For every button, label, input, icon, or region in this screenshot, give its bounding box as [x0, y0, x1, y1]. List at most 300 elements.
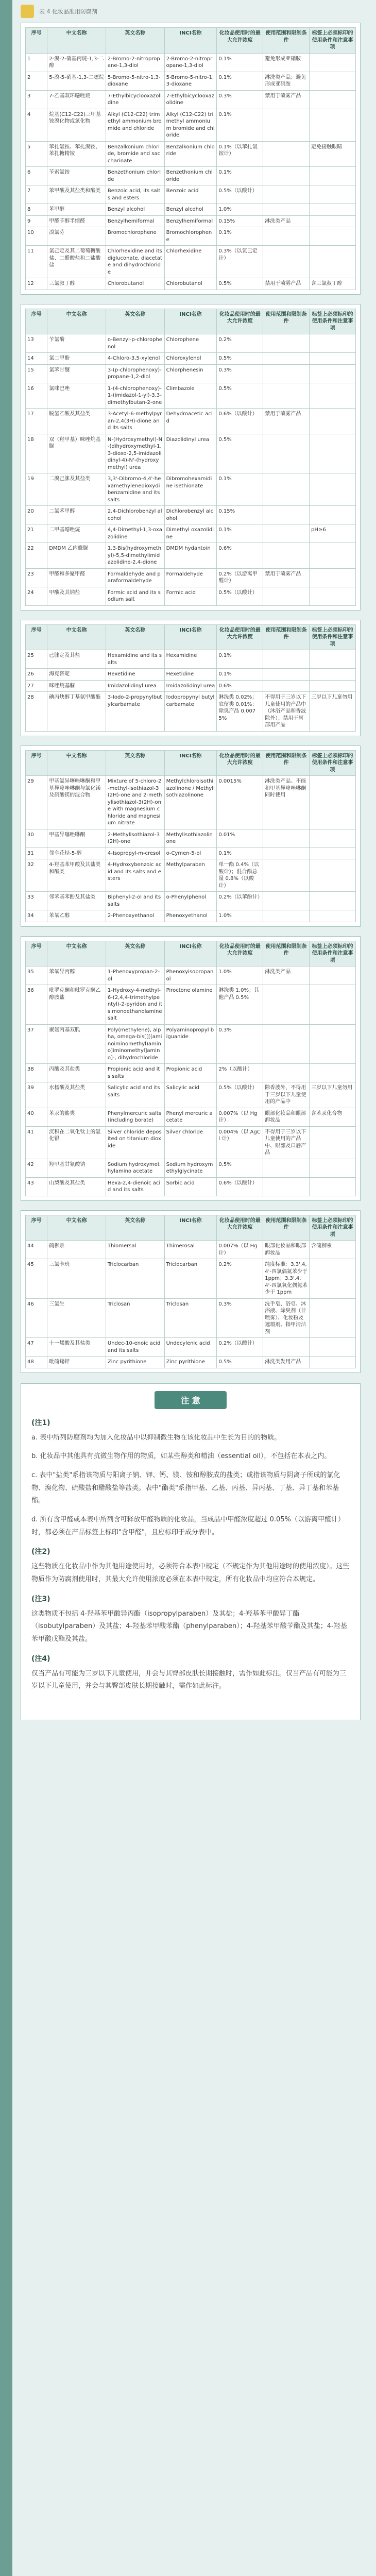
- table-cell: Chlorphenesin: [164, 364, 217, 383]
- table-cell: Diazolidinyl urea: [164, 434, 217, 473]
- table-row: [26, 1177, 356, 1196]
- table-panel: [21, 1210, 361, 1373]
- table-cell: 17: [26, 409, 47, 434]
- preservative-table: [25, 1215, 356, 1368]
- table-cell: 淋洗类产品；避免形成亚硝胺: [263, 72, 310, 90]
- table-row: [26, 892, 356, 910]
- table-row: [26, 910, 356, 922]
- table-cell: 禁用于喷雾产品: [263, 568, 310, 587]
- content: [21, 0, 361, 1720]
- table-cell: 咪唑烷基脲: [47, 680, 106, 692]
- table-cell: Hexamidine: [164, 650, 217, 669]
- table-cell: Formic acid and its sodium salt: [106, 587, 164, 605]
- table-cell: 甲醛和多聚甲醛: [47, 568, 106, 587]
- table-row: [26, 167, 356, 185]
- page-header: [21, 0, 361, 23]
- table-cell: Bromochlorophene: [164, 227, 217, 246]
- table-cell: 0.5%: [217, 278, 263, 290]
- column-header: 英文名称: [106, 28, 164, 54]
- table-cell: [310, 1259, 356, 1299]
- table-cell: 2,4-Dichlorobenzyl alcohol: [106, 506, 164, 524]
- table-cell: [310, 892, 356, 910]
- table-cell: Phenyl mercuric acetate: [164, 1108, 217, 1126]
- table-cell: 7-Ethylbicyclooxazolidine: [164, 90, 217, 109]
- column-header: 序号: [26, 750, 47, 776]
- table-cell: [263, 1177, 310, 1196]
- table-cell: 淋洗类产品: [263, 967, 310, 985]
- table-cell: 0.3%: [217, 1298, 263, 1338]
- table-cell: 1,3-Bis(hydroxymethyl)-5,5-dimethylimidazolidine-2,4-dione: [106, 543, 164, 569]
- page-title: 表 4 化妆品准用防腐剂: [39, 8, 97, 15]
- table-cell: 0.5%: [217, 1159, 263, 1177]
- column-header: 序号: [26, 28, 47, 54]
- table-cell: 苄氯酚: [47, 334, 106, 353]
- column-header: 中文名称: [47, 624, 106, 650]
- table-cell: [263, 669, 310, 681]
- table-cell: 0.5%（以酸计）: [217, 185, 263, 204]
- table-cell: 23: [26, 568, 47, 587]
- column-header: 标签上必须标印的使用条件和注意事项: [310, 941, 356, 967]
- table-cell: [310, 185, 356, 204]
- table-cell: Chlorhexidine and its digluconate, diacetate and dihydrochloride: [106, 246, 164, 278]
- column-header: INCI名称: [164, 941, 217, 967]
- table-cell: Thimerosal: [164, 1241, 217, 1259]
- table-cell: 0.5%（以酸计）: [217, 587, 263, 605]
- column-header: INCI名称: [164, 1215, 217, 1241]
- table-cell: 37: [26, 1024, 47, 1064]
- table-cell: 12: [26, 278, 47, 290]
- table-cell: [263, 167, 310, 185]
- table-cell: Phenoxyethanol: [164, 910, 217, 922]
- table-row: [26, 1241, 356, 1259]
- table-cell: 0.1%: [217, 473, 263, 506]
- table-cell: [310, 587, 356, 605]
- table-cell: 1-(4-chlorophenoxy)-1-(imidazol-1-yl)-3,3-dimethylbutan-2-one: [106, 383, 164, 409]
- table-row: [26, 1298, 356, 1338]
- table-row: [26, 334, 356, 353]
- preservative-table: [25, 27, 356, 290]
- table-cell: Triclocarban: [106, 1259, 164, 1299]
- table-row: [26, 669, 356, 681]
- table-cell: 三岁以下儿童勿用: [310, 692, 356, 732]
- table-cell: [263, 1024, 310, 1064]
- table-row: [26, 776, 356, 829]
- table-row: [26, 1082, 356, 1108]
- table-cell: 0.3%: [217, 364, 263, 383]
- table-row: [26, 1024, 356, 1064]
- table-row: [26, 1357, 356, 1368]
- table-cell: [310, 227, 356, 246]
- table-cell: Hexa-2,4-dienoic acid and its salts: [106, 1177, 164, 1196]
- table-cell: Salicylic acid and its salts: [106, 1082, 164, 1108]
- table-cell: [263, 364, 310, 383]
- table-cell: 22: [26, 543, 47, 569]
- table-cell: 15: [26, 364, 47, 383]
- table-cell: 0.007%（以 Hg 计）: [217, 1108, 263, 1126]
- column-header: 标签上必须标印的使用条件和注意事项: [310, 1215, 356, 1241]
- table-cell: [310, 1159, 356, 1177]
- table-panel: [21, 936, 361, 1201]
- table-cell: [310, 829, 356, 848]
- column-header: 中文名称: [47, 28, 106, 54]
- table-cell: [310, 334, 356, 353]
- table-cell: Benzylhemiformal: [106, 215, 164, 227]
- table-cell: 禁用于喷雾产品: [263, 409, 310, 434]
- table-row: [26, 1064, 356, 1082]
- table-cell: [310, 90, 356, 109]
- table-cell: 禁用于喷雾产品: [263, 90, 310, 109]
- column-header: 使用范围和限制条件: [263, 28, 310, 54]
- table-row: [26, 524, 356, 543]
- table-cell: 邻伞花烃-5-醇: [47, 848, 106, 859]
- table-row: [26, 1126, 356, 1159]
- table-cell: Climbazole: [164, 383, 217, 409]
- table-cell: [310, 167, 356, 185]
- table-cell: Zinc pyrithione: [106, 1357, 164, 1368]
- table-cell: 28: [26, 692, 47, 732]
- table-cell: 2-溴-2-硝基丙烷-1,3-二醇: [47, 53, 106, 72]
- table-row: [26, 383, 356, 409]
- table-row: [26, 1108, 356, 1126]
- table-cell: 二氯苯甲醇: [47, 506, 106, 524]
- table-row: [26, 246, 356, 278]
- table-cell: 海克替啶: [47, 669, 106, 681]
- table-cell: pH≥6: [310, 524, 356, 543]
- table-cell: 二溴己脒及其盐类: [47, 473, 106, 506]
- table-cell: 0.3%: [217, 90, 263, 109]
- table-cell: 9: [26, 215, 47, 227]
- column-header: 标签上必须标印的使用条件和注意事项: [310, 28, 356, 54]
- table-cell: [310, 776, 356, 829]
- table-cell: 1.0%: [217, 204, 263, 216]
- table-cell: 25: [26, 650, 47, 669]
- table-cell: [263, 204, 310, 216]
- table-cell: [310, 1357, 356, 1368]
- note-heading: (注3): [31, 1595, 50, 1603]
- table-cell: 苯甲酸及其盐类和酯类: [47, 185, 106, 204]
- table-cell: 7: [26, 185, 47, 204]
- table-cell: 0.3%（以氯己定计）: [217, 246, 263, 278]
- table-cell: Iodopropynyl butylcarbamate: [164, 692, 217, 732]
- table-cell: 0.2%（以游离甲醛计）: [217, 568, 263, 587]
- table-cell: [263, 353, 310, 365]
- table-cell: 34: [26, 910, 47, 922]
- column-header: 中文名称: [47, 750, 106, 776]
- table-cell: 羟甲基甘氨酸钠: [47, 1159, 106, 1177]
- table-cell: 0.5%: [217, 353, 263, 365]
- table-cell: 4-羟基苯甲酸及其盐类和酯类: [47, 859, 106, 892]
- table-cell: [310, 1024, 356, 1064]
- table-cell: 避免接触眼睛: [310, 141, 356, 167]
- table-cell: [310, 473, 356, 506]
- table-cell: [310, 680, 356, 692]
- table-cell: 32: [26, 859, 47, 892]
- table-cell: o-Benzyl-p-chlorophenol: [106, 334, 164, 353]
- table-cell: [263, 829, 310, 848]
- table-row: [26, 859, 356, 892]
- table-cell: [310, 72, 356, 90]
- table-cell: 40: [26, 1108, 47, 1126]
- table-cell: 邻苯基苯酚及其盐类: [47, 892, 106, 910]
- table-cell: [263, 587, 310, 605]
- table-cell: Formic acid: [164, 587, 217, 605]
- table-cell: Benzethonium chloride: [106, 167, 164, 185]
- table-cell: [310, 1298, 356, 1338]
- table-cell: [310, 215, 356, 227]
- table-cell: DMDM hydantoin: [164, 543, 217, 569]
- table-cell: 不得用于三岁以下儿童使用的产品中（沐浴产品和香波除外）；禁用于唇部用产品: [263, 692, 310, 732]
- table-row: [26, 506, 356, 524]
- table-cell: 0.1%: [217, 650, 263, 669]
- table-row: [26, 543, 356, 569]
- table-cell: 0.5%（以酸计）: [217, 1082, 263, 1108]
- table-cell: 24: [26, 587, 47, 605]
- table-cell: 5-Bromo-5-nitro-1,3-dioxane: [164, 72, 217, 90]
- table-cell: 13: [26, 334, 47, 353]
- column-header: 中文名称: [47, 941, 106, 967]
- table-cell: [263, 524, 310, 543]
- table-cell: 0.2%: [217, 1259, 263, 1299]
- table-header-row: [26, 28, 356, 54]
- table-row: [26, 90, 356, 109]
- table-cell: 三氯叔丁醇: [47, 278, 106, 290]
- table-cell: 0.5%: [217, 383, 263, 409]
- table-cell: 11: [26, 246, 47, 278]
- table-cell: 46: [26, 1298, 47, 1338]
- table-cell: Propionic acid: [164, 1064, 217, 1082]
- table-cell: o-Phenylphenol: [164, 892, 217, 910]
- table-cell: [310, 353, 356, 365]
- table-cell: Salicylic acid: [164, 1082, 217, 1108]
- side-decoration-bar: [0, 0, 12, 2576]
- table-cell: 2-Bromo-2-nitropropane-1,3-diol: [106, 53, 164, 72]
- table-cell: [263, 506, 310, 524]
- table-cell: 30: [26, 829, 47, 848]
- table-cell: 苯氧乙醇: [47, 910, 106, 922]
- table-cell: 甲基异噻唑啉酮: [47, 829, 106, 848]
- table-cell: Benzalkonium chloride, bromide and saccharinate: [106, 141, 164, 167]
- table-cell: 1.0%: [217, 910, 263, 922]
- table-cell: Alkyl (C12-C22) trimethyl ammonium bromide and chloride: [164, 109, 217, 141]
- table-cell: [263, 473, 310, 506]
- table-cell: 1-Phenoxypropan-2-ol: [106, 967, 164, 985]
- table-cell: [310, 848, 356, 859]
- table-cell: 0.2%（以苯酚计）: [217, 892, 263, 910]
- table-cell: 45: [26, 1259, 47, 1299]
- table-cell: N-(Hydroxymethyl)-N-(dihydroxymethyl-1,3-dioxo-2,5-imidazolidinyl-4)-N'-(hydroxymethyl) urea: [106, 434, 164, 473]
- table-cell: Silver chloride: [164, 1126, 217, 1159]
- table-panel: [21, 745, 361, 927]
- table-row: [26, 985, 356, 1025]
- logo-icon: [21, 5, 34, 18]
- table-cell: [310, 985, 356, 1025]
- table-cell: [310, 204, 356, 216]
- table-cell: Benzyl alcohol: [164, 204, 217, 216]
- table-row: [26, 72, 356, 90]
- table-cell: 19: [26, 473, 47, 506]
- table-cell: Hexamidine and its salts: [106, 650, 164, 669]
- table-cell: 水杨酸及其盐类: [47, 1082, 106, 1108]
- table-cell: 淋洗类 0.02%；驻留类 0.01%；除臭产品 0.0075%: [217, 692, 263, 732]
- column-header: 化妆品使用时的最大允许浓度: [217, 309, 263, 334]
- column-header: 使用范围和限制条件: [263, 1215, 310, 1241]
- table-cell: Bromochlorophene: [106, 227, 164, 246]
- column-header: 使用范围和限制条件: [263, 941, 310, 967]
- note-paragraph: c. 表中"盐类"系指该物质与阳离子钠、钾、钙、镁、铵和醇胺成的盐类；或指该物质与阴离子所成的氯化物、溴化物、硫酸盐和醋酸盐等盐类。表中"酯类"系指甲基、乙基、丙基、异丙基、丁基、异丁基和苯基酯。: [31, 1471, 340, 1505]
- table-cell: 淋洗类 1.0%；其他产品 0.5%: [217, 985, 263, 1025]
- table-cell: Silver chloride deposited on titanium dioxide: [106, 1126, 164, 1159]
- table-cell: 苯甲醇: [47, 204, 106, 216]
- table-cell: Thiomersal: [106, 1241, 164, 1259]
- table-cell: Chlorophene: [164, 334, 217, 353]
- table-cell: Phenylmercuric salts (including borate): [106, 1108, 164, 1126]
- table-cell: 27: [26, 680, 47, 692]
- note-paragraph: 这些物质在化妆品中作为其他用途使用时，必须符合本表中规定（不规定作为其他用途时的使用浓度）。这些物质作为防腐剂使用时，其最大允许使用浓度必须在本表中规定，所有化妆品中均应符合本规定。: [31, 1563, 350, 1583]
- table-cell: 淋洗类发用产品: [263, 1357, 310, 1368]
- table-cell: 2%（以酸计）: [217, 1064, 263, 1082]
- table-cell: 0.1%: [217, 524, 263, 543]
- table-row: [26, 680, 356, 692]
- note-paragraph: a. 表中所列防腐剂均为加入化妆品中以抑制微生物在该化妆品中生长为目的的物质。: [31, 1433, 281, 1442]
- table-row: [26, 1159, 356, 1177]
- table-cell: 16: [26, 383, 47, 409]
- column-header: 使用范围和限制条件: [263, 750, 310, 776]
- table-cell: [263, 910, 310, 922]
- preservative-table: [25, 750, 356, 922]
- column-header: 标签上必须标印的使用条件和注意事项: [310, 750, 356, 776]
- table-cell: 甲基氯异噻唑啉酮和甲基异噻唑啉酮与氯化镁及硝酸镁的混合物: [47, 776, 106, 829]
- table-cell: 沉积在二氧化钛上的氯化银: [47, 1126, 106, 1159]
- table-cell: Piroctone olamine: [164, 985, 217, 1025]
- table-cell: [263, 334, 310, 353]
- table-cell: [310, 383, 356, 409]
- table-cell: [263, 227, 310, 246]
- table-cell: [310, 364, 356, 383]
- table-cell: Triclocarban: [164, 1259, 217, 1299]
- table-row: [26, 587, 356, 605]
- table-cell: 5-Bromo-5-nitro-1,3-dioxane: [106, 72, 164, 90]
- table-cell: Dibromohexamidine isethionate: [164, 473, 217, 506]
- table-cell: 吡罗克酮和吡罗克酮乙醇胺盐: [47, 985, 106, 1025]
- table-row: [26, 473, 356, 506]
- table-cell: 含苯汞化合物: [310, 1108, 356, 1126]
- table-cell: Sodium hydroxymethylglycinate: [164, 1159, 217, 1177]
- table-row: [26, 109, 356, 141]
- table-cell: 0.6%: [217, 680, 263, 692]
- table-cell: Dichlorobenzyl alcohol: [164, 506, 217, 524]
- table-row: [26, 1259, 356, 1299]
- table-cell: 0.2%: [217, 334, 263, 353]
- preservative-table: [25, 941, 356, 1196]
- table-cell: 三氯生: [47, 1298, 106, 1338]
- table-cell: 含硫柳汞: [310, 1241, 356, 1259]
- table-cell: 39: [26, 1082, 47, 1108]
- column-header: INCI名称: [164, 624, 217, 650]
- column-header: INCI名称: [164, 750, 217, 776]
- table-cell: 十一烯酸及其盐类: [47, 1338, 106, 1357]
- table-cell: 苯扎氯铵、苯扎溴铵、苯扎糖精铵: [47, 141, 106, 167]
- table-cell: 2: [26, 72, 47, 90]
- table-cell: 21: [26, 524, 47, 543]
- table-cell: 丙酸及其盐类: [47, 1064, 106, 1082]
- table-row: [26, 204, 356, 216]
- table-cell: 33: [26, 892, 47, 910]
- table-cell: 淋洗类产品。不能和甲基异噻唑啉酮同时使用: [263, 776, 310, 829]
- table-cell: 甲酸及其钠盐: [47, 587, 106, 605]
- table-cell: 0.1%: [217, 72, 263, 90]
- table-cell: 0.004%（以 AgCl 计）: [217, 1126, 263, 1159]
- column-header: 英文名称: [106, 941, 164, 967]
- table-cell: 溴氯芬: [47, 227, 106, 246]
- notes-section: [21, 1383, 361, 1721]
- preservative-table: [25, 309, 356, 606]
- table-cell: [310, 1064, 356, 1082]
- table-cell: 0.0015%: [217, 776, 263, 829]
- table-cell: 2-Bromo-2-nitropropane-1,3-diol: [164, 53, 217, 72]
- table-cell: Hexetidine: [164, 669, 217, 681]
- table-cell: Imidazolidinyl urea: [164, 680, 217, 692]
- column-header: 英文名称: [106, 750, 164, 776]
- table-cell: Undec-10-enoic acid and its salts: [106, 1338, 164, 1357]
- table-cell: [263, 543, 310, 569]
- table-cell: 不得用于三岁以下儿童使用的产品中、眼部及口唇产品: [263, 1126, 310, 1159]
- table-cell: [310, 910, 356, 922]
- table-cell: 1-Hydroxy-4-methyl-6-(2,4,4-trimethylpentyl)-2-pyridon and its monoethanolamine salt: [106, 985, 164, 1025]
- table-cell: Phenoxyisopropanol: [164, 967, 217, 985]
- note-paragraph: 这类物质不包括 4-羟基苯甲酸异丙酯（isopropylparaben）及其盐；4-羟基苯甲酸异丁酯（isobutylparaben）及其盐；4-羟基苯甲酸苯酯（phenylparaben）；4-羟基苯甲酸苄酯及其盐；4-羟基苯甲酸戊酯及其盐。: [31, 1609, 347, 1643]
- table-cell: [310, 409, 356, 434]
- table-cell: 26: [26, 669, 47, 681]
- table-cell: 29: [26, 776, 47, 829]
- table-cell: [263, 859, 310, 892]
- table-cell: Benzoic acid, its salts and esters: [106, 185, 164, 204]
- column-header: 使用范围和限制条件: [263, 309, 310, 334]
- table-header-row: [26, 1215, 356, 1241]
- column-header: 化妆品使用时的最大允许浓度: [217, 750, 263, 776]
- table-row: [26, 434, 356, 473]
- table-cell: [263, 1338, 310, 1357]
- table-cell: 0.5%: [217, 434, 263, 473]
- table-cell: 7-乙基双环噁唑烷: [47, 90, 106, 109]
- column-header: 化妆品使用时的最大允许浓度: [217, 624, 263, 650]
- table-row: [26, 409, 356, 434]
- table-cell: [310, 967, 356, 985]
- table-cell: [310, 650, 356, 669]
- column-header: 英文名称: [106, 1215, 164, 1241]
- table-cell: 山梨酸及其盐类: [47, 1177, 106, 1196]
- notes-title: 注 意: [155, 1391, 227, 1409]
- table-cell: 38: [26, 1064, 47, 1082]
- note-paragraph: 仅当产品有可能为三岁以下儿童使用，并会与其臀部皮肤长期接触时，需作如此标注。仅当产品有可能为三岁以下儿童使用，并会与其臀部皮肤长期接触时，需作如此标注。: [31, 1669, 347, 1690]
- table-cell: 0.15%: [217, 215, 263, 227]
- table-cell: 3-Iodo-2-propynylbutylcarbamate: [106, 692, 164, 732]
- column-header: 英文名称: [106, 309, 164, 334]
- table-cell: 吡硫鎓锌: [47, 1357, 106, 1368]
- table-cell: DMDM 乙内酰脲: [47, 543, 106, 569]
- table-cell: 0.1%: [217, 167, 263, 185]
- preservative-table: [25, 624, 356, 732]
- table-cell: 3-(p-chlorophenoxy)-propane-1,2-diol: [106, 364, 164, 383]
- table-cell: Poly(methylene), alpha, omega-bis[[[(aminoiminomethyl)amino]iminomethyl]amino]-, dihydrochloride: [106, 1024, 164, 1064]
- table-cell: [310, 568, 356, 587]
- table-cell: 3,3'-Dibromo-4,4'-hexamethylenedioxydibenzamidine and its salts: [106, 473, 164, 506]
- table-cell: Triclosan: [164, 1298, 217, 1338]
- table-cell: [310, 434, 356, 473]
- table-row: [26, 227, 356, 246]
- table-cell: 20: [26, 506, 47, 524]
- table-cell: [310, 543, 356, 569]
- table-row: [26, 848, 356, 859]
